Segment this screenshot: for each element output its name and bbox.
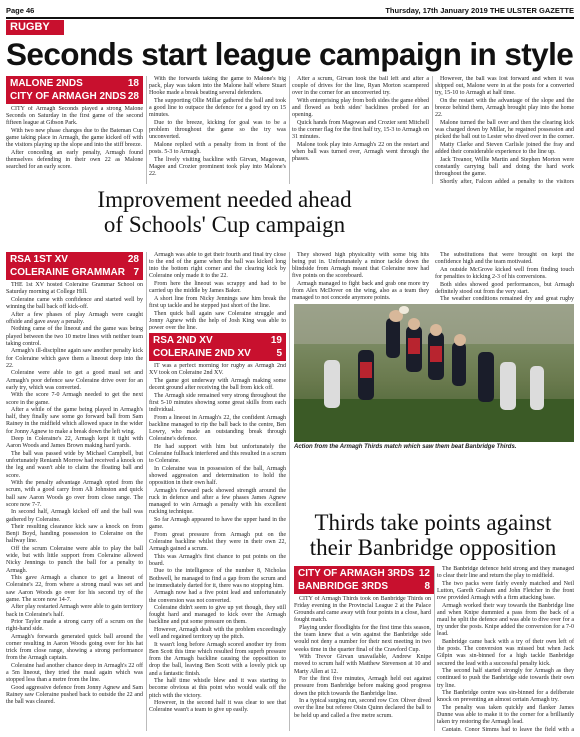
score-team: BANBRIDGE 3RDS bbox=[298, 581, 389, 592]
column-rule bbox=[432, 76, 433, 184]
article-paragraph: This gave Armagh a chance to get a lineout of Coleraine's 22, from where a strong maul was set and saw Aaron Woods go over for his second try of the game. The score now 14-7. bbox=[6, 575, 143, 603]
article-paragraph: Coleraine came with confidence and started well by winning the ball back off kick-off. bbox=[6, 296, 143, 310]
article-paragraph: He had support with him but unfortunately the Coleraine fullback interfered and this resulted in a scrum to Coleraine. bbox=[149, 443, 286, 465]
section-tag: RUGBY bbox=[6, 20, 64, 35]
article-paragraph: A short line from Nicky Jennings saw him break the first up tackle and he stepped just short of the line. bbox=[149, 295, 286, 310]
article-paragraph: With the forwards taking the game to Malone's big pack, play was taken into the Malone half where Stuart Hooke made a break beating several defenders. bbox=[149, 76, 286, 97]
article-paragraph: It wasn't long before Armagh scored another try from Ben Scott this time which resulted from superb pressure from the Armagh backline causing the opposition to drop the ball, leaving Ben Scott with a lovely pick up and a fantastic finish. bbox=[149, 641, 286, 677]
article-paragraph: Due to the intelligence of the number 8, Nicholas Bothwell, he managed to find a gap from the scrum and he immediately darted for it, there was no stopping him. bbox=[149, 568, 286, 589]
article-paragraph: However, the ball was lost forward and when it was shipped out, Malone were in at the posts for a converted try, 15-10 to Armagh at half time. bbox=[435, 76, 574, 97]
rugby-lineout-photo bbox=[294, 304, 574, 442]
score-value: 28 bbox=[127, 91, 139, 102]
article-paragraph: Banbridge came back with a try of their own left of the posts. The conversion was missed but when Jack Gilpin was sin-binned for a high tackle Banbridge secured the lead with a successful penalty kick. bbox=[437, 639, 574, 667]
article-paragraph: Armagh now had a five point lead and unfortunately the conversion was not converted. bbox=[149, 590, 286, 604]
article-paragraph: Coleraine were able to get a good maul set and Armagh's poor defence saw Coleraine drive over for an early try, which was converted. bbox=[6, 370, 143, 391]
story4-col1 bbox=[294, 596, 431, 731]
scorebar-rsa-1st bbox=[6, 252, 143, 280]
main-headline: Seconds start league campaign in style bbox=[6, 36, 574, 72]
article-paragraph: Both sides showed good performances, but Armagh definitely stood out from the very start. bbox=[435, 281, 574, 295]
column-rule bbox=[289, 76, 290, 184]
article-paragraph: Coleraine had another chance deep in Armagh's 22 off a 5m lineout, they tried the maul again which was stopped less than a metre from the line. bbox=[6, 663, 143, 684]
article-paragraph: CITY of Armagh Thirds took on Banbridge Thirds on Friday evening in the Provincial League 2 at the Palace Grounds and came away with four points in a close, hard fought match. bbox=[294, 596, 431, 624]
story1-col1 bbox=[6, 106, 143, 184]
article-paragraph: From great pressure from Armagh put on the Coleraine backline whilst they were in their own 22, Armagh gained a scrum. bbox=[149, 531, 286, 552]
score-team: COLERAINE 2ND XV bbox=[153, 348, 251, 359]
article-paragraph: With the score 7-0 Armagh needed to get the next score in the game. bbox=[6, 392, 143, 406]
story1-col4 bbox=[435, 76, 574, 184]
photo-illustration bbox=[294, 304, 574, 442]
page-number: Page 46 bbox=[6, 6, 35, 15]
article-paragraph: With Trevor Girvan unavailable, Andrew Knipe moved to scrum half with Matthew Stevenson at 10 and Marty Allen at 12. bbox=[294, 654, 431, 675]
article-paragraph: IT was a perfect morning for rugby as Armagh 2nd XV took on Coleraine 2nd XV. bbox=[149, 363, 286, 377]
score-line bbox=[153, 334, 282, 347]
article-paragraph: Armagh worked their way towards the Banbridge line and when Knipe dummied a pass from the back of a maul he split the defence and was able to dive over for a try under the posts. Knipe added the conversion for a 7-0 lead. bbox=[437, 602, 574, 638]
article-paragraph: Quick hands from Magowan and Crozier sent Mitchell to the corner flag for the first half try, 15-3 to Armagh on 31 minutes. bbox=[292, 119, 429, 141]
headline-line: of Schools' Cup campaign bbox=[103, 212, 346, 237]
article-paragraph: The substitutions that were brought on kept the confidence high and the team motivated. bbox=[435, 252, 574, 266]
article-paragraph: The lively visiting backline with Girvan, Magowan, Magee and Crozier prominent took play into Malone's 22. bbox=[149, 156, 286, 178]
article-paragraph: Armagh's forwards generated quick ball around the corner resulting in Aaron Woods going over for his hat trick from close range, showing a strong performance from the Armagh captain. bbox=[6, 634, 143, 662]
story4-col2 bbox=[437, 566, 574, 731]
score-value: 18 bbox=[127, 78, 139, 89]
score-value: 28 bbox=[127, 254, 139, 265]
story1-col3 bbox=[292, 76, 429, 184]
article-paragraph: Then quick ball again saw Coleraine struggle and Jonny Agnew with the help of Josh King was able to power over the line. bbox=[149, 310, 286, 330]
headline-line: their Banbridge opposition bbox=[309, 535, 557, 560]
story1-col2 bbox=[149, 76, 286, 184]
headline-schools-cup bbox=[6, 187, 443, 237]
headline-thirds bbox=[292, 510, 574, 560]
article-paragraph: The half time whistle blew and it was starting to become obvious at this point who would walk off the pitch with the victory. bbox=[149, 678, 286, 699]
score-line bbox=[10, 77, 139, 90]
article-paragraph: An outside McGrove kicked well from finding touch for penalties to kicking 2-3 of his conversions. bbox=[435, 266, 574, 280]
article-paragraph: In second half, Armagh kicked off and the ball was gathered by Coleraine. bbox=[6, 509, 143, 523]
article-paragraph: Malone replied with a penalty from in front of the posts. 5-3 to Armagh. bbox=[149, 141, 286, 156]
article-paragraph: Due to the breeze, kicking for goal was to be a problem throughout the game so the try was unconverted. bbox=[149, 119, 286, 141]
article-paragraph: Armagh managed to fight back and grab one more try from Alex McDover on the wing, also as a team they managed to not concede anymore points. bbox=[292, 281, 429, 302]
story2-col2 bbox=[149, 252, 286, 330]
article-paragraph: Jack Treanor, Willie Martin and Stephen Morton were constantly carrying ball and doing the hard work throughout the game. bbox=[435, 156, 574, 178]
article-paragraph: This was Armagh's first chance to put points on the board. bbox=[149, 553, 286, 567]
score-line bbox=[10, 266, 139, 279]
article-paragraph: After conceding an early penalty, Armagh found themselves defending in their own 22 as Malone searched for an early score. bbox=[6, 149, 143, 171]
scorebar-malone bbox=[6, 76, 143, 104]
article-paragraph: However, in the second half it was clear to see that Coleraine wasn't a team to give up easily. bbox=[149, 700, 286, 714]
score-line bbox=[10, 253, 139, 266]
scorebar-rsa-2nd bbox=[149, 333, 286, 361]
score-line bbox=[10, 90, 139, 103]
score-team: RSA 2ND XV bbox=[153, 335, 213, 346]
score-value: 12 bbox=[418, 568, 430, 579]
article-paragraph: After a few phases of play Armagh were caught offside and gave away a penalty. bbox=[6, 311, 143, 325]
article-paragraph: THE 1st XV hosted Coleraine Grammar School on Saturday morning at College Hill. bbox=[6, 282, 143, 296]
score-value: 19 bbox=[270, 335, 282, 346]
article-paragraph: However, Armagh dealt with the problem exceedingly well and regained territory up the pitch. bbox=[149, 627, 286, 641]
score-line bbox=[298, 567, 430, 580]
headline-line: Thirds take points against bbox=[314, 510, 552, 535]
article-paragraph: Captain, Conor Simms had to leave the field with a bbox=[442, 726, 574, 731]
article-paragraph: From a lineout in Armagh's 22, the confident Armagh backline managed to rip the ball back to the centre, Ben Lowry, who made an outstanding break through Coleraine's defence. bbox=[149, 414, 286, 443]
article-paragraph: In Coleraine was in possession of the ball, Armagh showed aggression and determination to hold the opposition in their own half. bbox=[149, 465, 286, 486]
article-paragraph: The Banbridge centre was sin-binned for a deliberate knock on preventing an almost certain Armagh try. bbox=[437, 690, 574, 704]
column-rule bbox=[434, 566, 435, 731]
article-paragraph: The weather conditions remained dry and great rugby bbox=[440, 296, 574, 302]
score-team: MALONE 2NDS bbox=[10, 78, 83, 89]
article-paragraph: Shortly after, Falcon added a penalty to the visitors bbox=[440, 178, 574, 184]
article-paragraph: On the restart with the advantage of the slope and the breeze behind them, Armagh brought play into the home 22. bbox=[435, 97, 574, 119]
article-paragraph: So far Armagh appeared to have the upper hand in the game. bbox=[149, 516, 286, 530]
photo-caption: Action from the Armagh Thirds match which saw them beat Banbridge Thirds. bbox=[294, 444, 517, 450]
score-team: RSA 1ST XV bbox=[10, 254, 68, 265]
article-paragraph: The Banbridge defence held strong and they managed to clear their line and return the play to midfield. bbox=[437, 566, 574, 580]
score-line bbox=[153, 347, 282, 360]
article-paragraph: The two packs were fairly evenly matched and Neil Lutton, Gareth Graham and John Fletcher in the front row provided Armagh with a firm attacking base. bbox=[437, 580, 574, 602]
article-paragraph: The second half started strongly for Armagh as they continued to push the Banbridge side towards their own try line. bbox=[437, 668, 574, 689]
article-paragraph: Armagh's forward pack showed strength around the ruck in defence and after a few phases James Agnew managed to win Armagh a penalty with his excellent rucking technique. bbox=[149, 487, 286, 516]
article-paragraph: They showed high physicality with some big hits being put in. Unfortunately a minor tackle down the blindside from Armagh meant that Coleraine now had five points on the scoreboard. bbox=[292, 252, 429, 280]
article-paragraph: From here the lineout was scrappy and had to be carried up the middle by James Baker. bbox=[149, 281, 286, 295]
score-team: COLERAINE GRAMMAR bbox=[10, 267, 125, 278]
article-paragraph: With two new phase changes due to the Bateman Cup game taking place in Armagh, the game kicked off with the visitors playing up the slope and into the stiff breeze. bbox=[6, 127, 143, 149]
article-paragraph: Playing under floodlights for the first time this season, the team knew that a win against the Banbridge side would not deny a number for their next meeting in two weeks time in the quarter final of the Crawford Cup. bbox=[294, 625, 431, 653]
article-paragraph: After a while of the game being played in Armagh's half, they finally saw some go forward ball from Sam Rainey in the midfield which allowed space in the wider for Jonny Agnew to make a break down the left wing. bbox=[6, 407, 143, 435]
article-paragraph: The ball was passed wide by Michael Campbell, but unfortunately Reniamh Morrow had received a knock on the leg and wasn't able to claim the floating ball and score. bbox=[6, 451, 143, 479]
article-paragraph: The game got underway with Armagh making some decent ground after receiving the ball from kick off. bbox=[149, 377, 286, 391]
article-paragraph: Prior Taylor made a strong carry off a scrum on the right-hand side. bbox=[6, 619, 143, 633]
header-rule bbox=[6, 17, 574, 19]
score-team: CITY OF ARMAGH 3RDS bbox=[298, 568, 415, 579]
score-value: 8 bbox=[424, 581, 430, 592]
score-team: CITY OF ARMAGH 2NDS bbox=[10, 91, 127, 102]
article-paragraph: Nothing came of the lineout and the game was being played between the two 10 metre lines with neither team taking control. bbox=[6, 326, 143, 347]
article-paragraph: With the penalty advantage Armagh opted from the scrum, with a good carry from Ali Johnston and quick ball saw Aaron Woods go over from close range. The score now 7-7. bbox=[6, 480, 143, 508]
article-paragraph: The Armagh side remained very strong throughout the first 5-10 minutes showing some great skills from each individual. bbox=[149, 392, 286, 413]
story3-col3 bbox=[435, 252, 574, 302]
page-date: Thursday, 17th January 2019 THE ULSTER GAZETTE bbox=[385, 6, 574, 15]
headline-line: Improvement needed ahead bbox=[97, 187, 352, 212]
article-paragraph: After a scrum, Girvan took the ball left and after a couple of drives for the line, Ryan Morton scampered over in the corner for an unconverted try. bbox=[292, 76, 429, 97]
article-paragraph: CITY of Armagh Seconds played a strong Malone Seconds on Saturday in the first game of the second fifteen league at Gibson Park. bbox=[6, 106, 143, 127]
article-paragraph: Matty Clarke and Steven Carlisle joined the fray and added their considerable experience to the line up. bbox=[435, 141, 574, 156]
scorebar-armagh-3rds bbox=[294, 566, 434, 594]
article-paragraph: For the first five minutes, Armagh held out against pressure from Banbridge before making good progress down the pitch towards the Banbridge line. bbox=[294, 676, 431, 697]
article-paragraph: Off the scrum Coleraine were able to play the ball wide, but with little support from Coleraine allowed Nicky Jennings to punch the ball for a penalty to Armagh. bbox=[6, 546, 143, 574]
article-paragraph: In a typical surging run, second row Cox Oliver dived over the line but referee Oisin Quinn declared the ball to be held up and called a five metre scrum. bbox=[294, 698, 431, 719]
article-paragraph: Malone turned the ball over and then the clearing kick was charged down by Millar, he regained possession and picked the ball out to Lester who dived over in the corner. bbox=[435, 119, 574, 141]
article-paragraph: Malone took play into Armagh's 22 on the restart and when ball was turned over, Armagh went through the phases. bbox=[292, 141, 429, 163]
article-paragraph: Coleraine didn't seem to give up yet though, they still fought hard and managed to kick over the Armagh backline and put some pressure on them. bbox=[149, 605, 286, 626]
article-paragraph: Good aggressive defence from Jonny Agnew and Sam Rainey saw Coleraine pushed back to outside the 22 and the ball was cleared. bbox=[6, 685, 143, 706]
story3-col2 bbox=[292, 252, 429, 302]
page-folio bbox=[6, 6, 574, 16]
column-rule bbox=[289, 252, 290, 731]
article-paragraph: Deep in Coleraine's 22, Armagh kept it tight with Aaron Woods and James Brown making hard yards. bbox=[6, 436, 143, 450]
score-value: 7 bbox=[133, 267, 139, 278]
article-paragraph: After play restarted Armagh were able to gain territory back in Coleraine's half. bbox=[6, 604, 143, 618]
article-paragraph: The supporting Ollie Millar gathered the ball and took a good line to outpace the defence for a good try on 15 minutes. bbox=[149, 97, 286, 119]
article-paragraph: The penalty was taken quickly and flanker James Dunne was able to make it to the corner for a brilliantly taken try restoring the Armagh lead. bbox=[437, 704, 574, 726]
column-rule bbox=[146, 76, 147, 184]
score-value: 5 bbox=[276, 348, 282, 359]
score-line bbox=[298, 580, 430, 593]
article-paragraph: Armagh was able to get their fourth and final try close to the end of the game when the ball was kicked long into the bottom right corner and the clearing kick by Coleraine only made it to the 22. bbox=[149, 252, 286, 280]
column-rule bbox=[146, 252, 147, 731]
article-paragraph: With enterprising play from both sides the game ebbed and flowed as both sides' backlines probed for an opening. bbox=[292, 97, 429, 119]
story3-col1 bbox=[149, 363, 286, 731]
story2-col1 bbox=[6, 282, 143, 731]
article-paragraph: Armagh's ill-discipline again saw another penalty kick for Coleraine which gave them a lineout deep into the 22. bbox=[6, 348, 143, 369]
article-paragraph: Their resulting clearance kick saw a knock on from Benji Boyd, handing possession to Coleraine on the halfway line. bbox=[6, 524, 143, 545]
